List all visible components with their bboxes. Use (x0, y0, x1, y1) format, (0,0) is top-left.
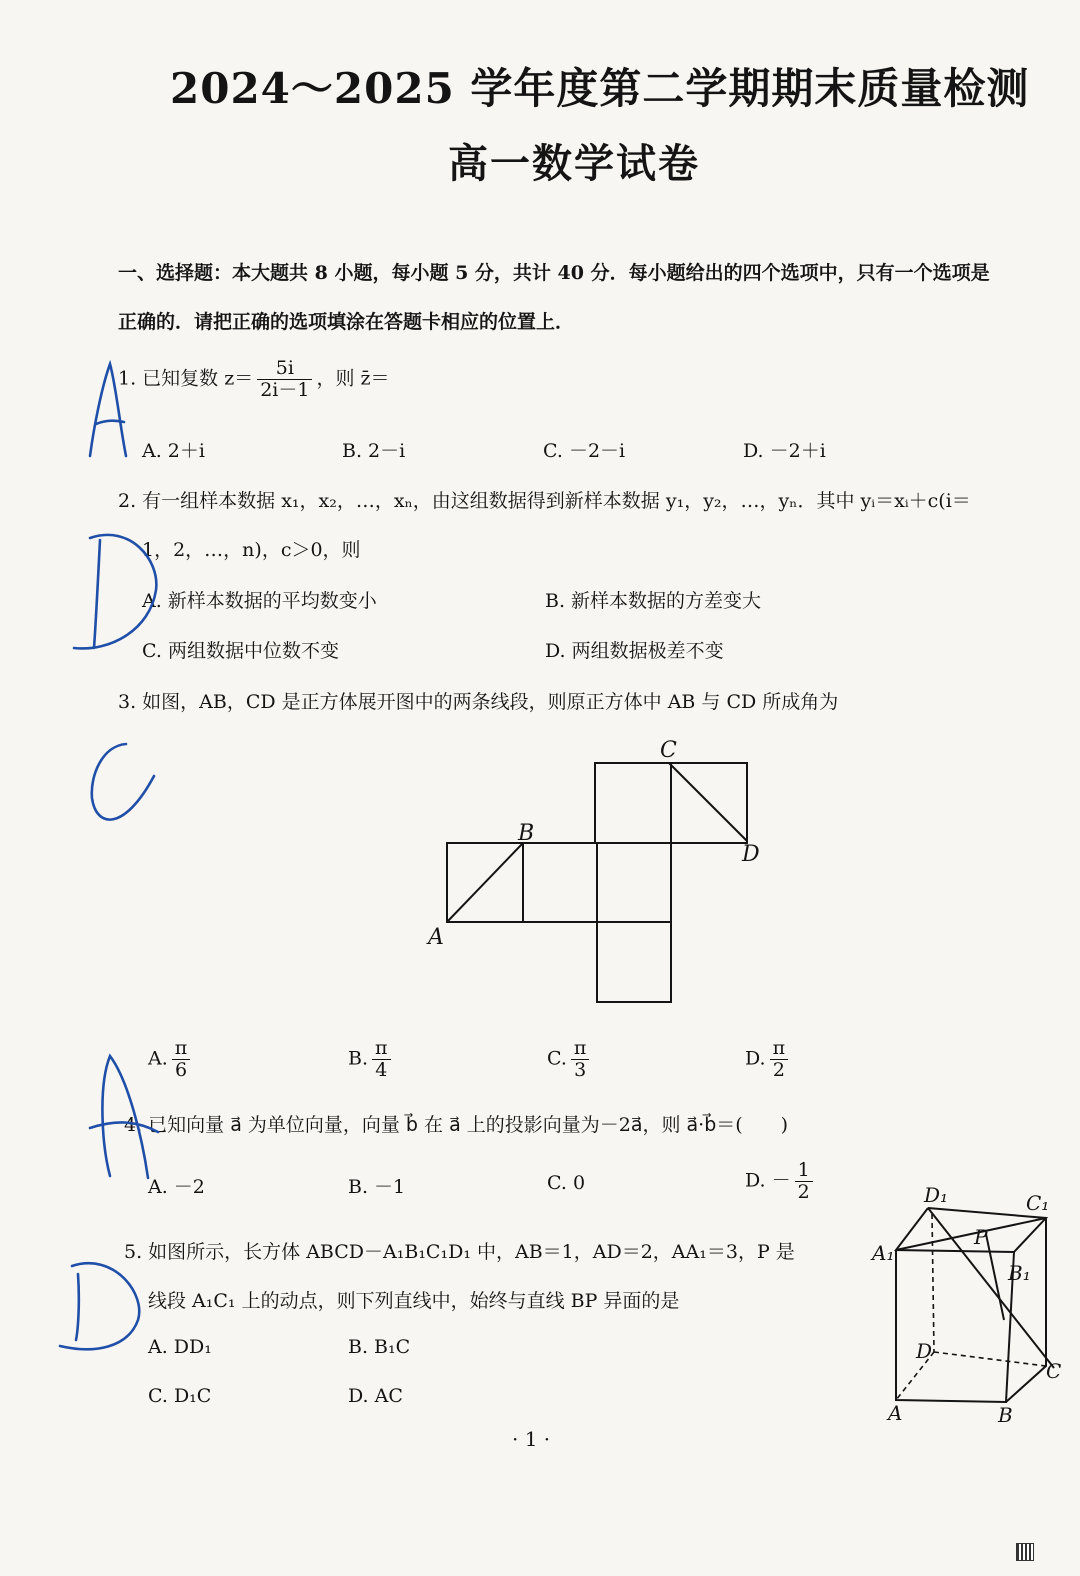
page-number: · 1 · (512, 1427, 551, 1451)
q4-option-a: A. －2 (148, 1176, 205, 1198)
q3-b-num: π (372, 1038, 391, 1060)
label-d1: D₁ (924, 1183, 949, 1207)
segment-p-down (986, 1234, 1004, 1320)
question-2-line1: 2. 有一组样本数据 x₁，x₂，…，xₙ，由这组数据得到新样本数据 y₁，y₂，…，yₙ．其中 yᵢ＝xᵢ＋c(i＝ (118, 490, 971, 512)
segment-cd (669, 763, 747, 841)
label-c: C (1046, 1359, 1062, 1383)
label-c1: C₁ (1026, 1191, 1050, 1215)
q3-c-den: 3 (574, 1058, 587, 1081)
q5-option-b: B. B₁C (348, 1336, 411, 1358)
net-square-2 (523, 843, 597, 922)
q3-a-num: π (172, 1038, 191, 1060)
q3-option-d-label: D. (745, 1047, 766, 1070)
q4-d-den: 2 (797, 1180, 810, 1203)
q1-frac-num: 5i (257, 358, 312, 380)
q2-option-c: C. 两组数据中位数不变 (142, 640, 339, 662)
cube-net-figure (420, 730, 780, 1020)
q1-option-d: D. －2＋i (743, 440, 826, 462)
qr-code-icon (1016, 1543, 1034, 1561)
q4-d-num: 1 (795, 1160, 813, 1182)
q5-option-d: D. AC (348, 1385, 403, 1407)
q4-option-d (745, 1160, 817, 1203)
q3-option-c (547, 1038, 593, 1081)
q3-d-den: 2 (772, 1058, 785, 1081)
net-square-3 (597, 843, 671, 922)
question-2-line2: 1，2，…，n)，c＞0，则 (142, 539, 361, 561)
q1-option-a: A. 2＋i (142, 440, 205, 462)
handwritten-answer-a-q4 (80, 1046, 170, 1186)
hidden-edge-dd1 (932, 1214, 934, 1352)
net-square-top-left (595, 763, 671, 843)
q5-option-a: A. DD₁ (148, 1336, 212, 1358)
label-c: C (660, 738, 677, 763)
label-a1: A₁ (872, 1241, 895, 1265)
q3-option-a-label: A. (148, 1047, 168, 1070)
hidden-edge-dc (934, 1352, 1046, 1366)
segment-a1c1 (896, 1218, 1046, 1250)
question-4: 4. 已知向量 a⃗ 为单位向量，向量 b⃗ 在 a⃗ 上的投影向量为－2a⃗，则 a⃗·b⃗＝( ) (124, 1114, 789, 1136)
label-p: P (974, 1225, 988, 1249)
q1-fraction (257, 358, 312, 401)
segment-bp (928, 1208, 1054, 1368)
section-instructions-line1: 一、选择题：本大题共 8 小题，每小题 5 分，共计 40 分．每小题给出的四个选项中，只有一个选项是 (118, 262, 990, 284)
label-b: B (518, 821, 535, 846)
q4-option-b: B. －1 (348, 1176, 406, 1198)
q3-a-den: 6 (174, 1058, 188, 1081)
handwritten-answer-a-q1 (80, 356, 140, 466)
label-d: D (916, 1339, 933, 1363)
question-5-line1: 5. 如图所示，长方体 ABCD－A₁B₁C₁D₁ 中，AB＝1，AD＝2，AA₁＝3，P 是 (124, 1241, 795, 1263)
q2-option-d: D. 两组数据极差不变 (545, 640, 724, 662)
label-b: B (998, 1403, 1013, 1427)
q3-option-b-label: B. (348, 1047, 369, 1070)
q3-option-c-label: C. (547, 1047, 567, 1070)
question-3: 3. 如图，AB，CD 是正方体展开图中的两条线段，则原正方体中 AB 与 CD 所成角为 (118, 691, 839, 713)
q4-option-c: C. 0 (547, 1172, 586, 1194)
q1-option-b: B. 2－i (342, 440, 406, 462)
handwritten-answer-c-q3 (84, 736, 174, 836)
right-face (1006, 1218, 1046, 1402)
q3-d-num: π (770, 1038, 789, 1060)
front-face (896, 1250, 1014, 1402)
label-a: A (428, 925, 444, 950)
q1-option-c: C. －2－i (543, 440, 626, 462)
label-d: D (742, 842, 760, 867)
q5-option-c: C. D₁C (148, 1385, 212, 1407)
question-5-line2: 线段 A₁C₁ 上的动点，则下列直线中，始终与直线 BP 异面的是 (148, 1290, 680, 1312)
label-b1: B₁ (1008, 1261, 1031, 1285)
handwritten-answer-d-q2 (60, 520, 170, 660)
q2-option-a: A. 新样本数据的平均数变小 (142, 590, 377, 612)
q3-option-d (745, 1038, 792, 1081)
question-1 (118, 358, 390, 401)
net-square-bottom (597, 922, 671, 1002)
section-instructions-line2: 正确的．请把正确的选项填涂在答题卡相应的位置上． (118, 311, 575, 333)
q2-option-b: B. 新样本数据的方差变大 (545, 590, 762, 612)
exam-title: 2024～2025 学年度第二学期期末质量检测 (170, 64, 1030, 113)
q1-stem-pre: 1. 已知复数 z＝ (118, 367, 254, 390)
q3-option-b (348, 1038, 395, 1081)
q4-option-d-text: D. － (745, 1169, 791, 1192)
exam-subtitle: 高一数学试卷 (448, 140, 700, 187)
label-a: A (888, 1401, 903, 1425)
cuboid-figure (866, 1180, 1076, 1430)
segment-ab (447, 843, 523, 922)
q1-frac-den: 2i－1 (260, 378, 310, 401)
q3-c-num: π (571, 1038, 590, 1060)
q1-stem-post: ，则 z̄＝ (316, 367, 390, 390)
q3-b-den: 4 (375, 1058, 388, 1081)
handwritten-answer-d-q5 (54, 1244, 154, 1364)
